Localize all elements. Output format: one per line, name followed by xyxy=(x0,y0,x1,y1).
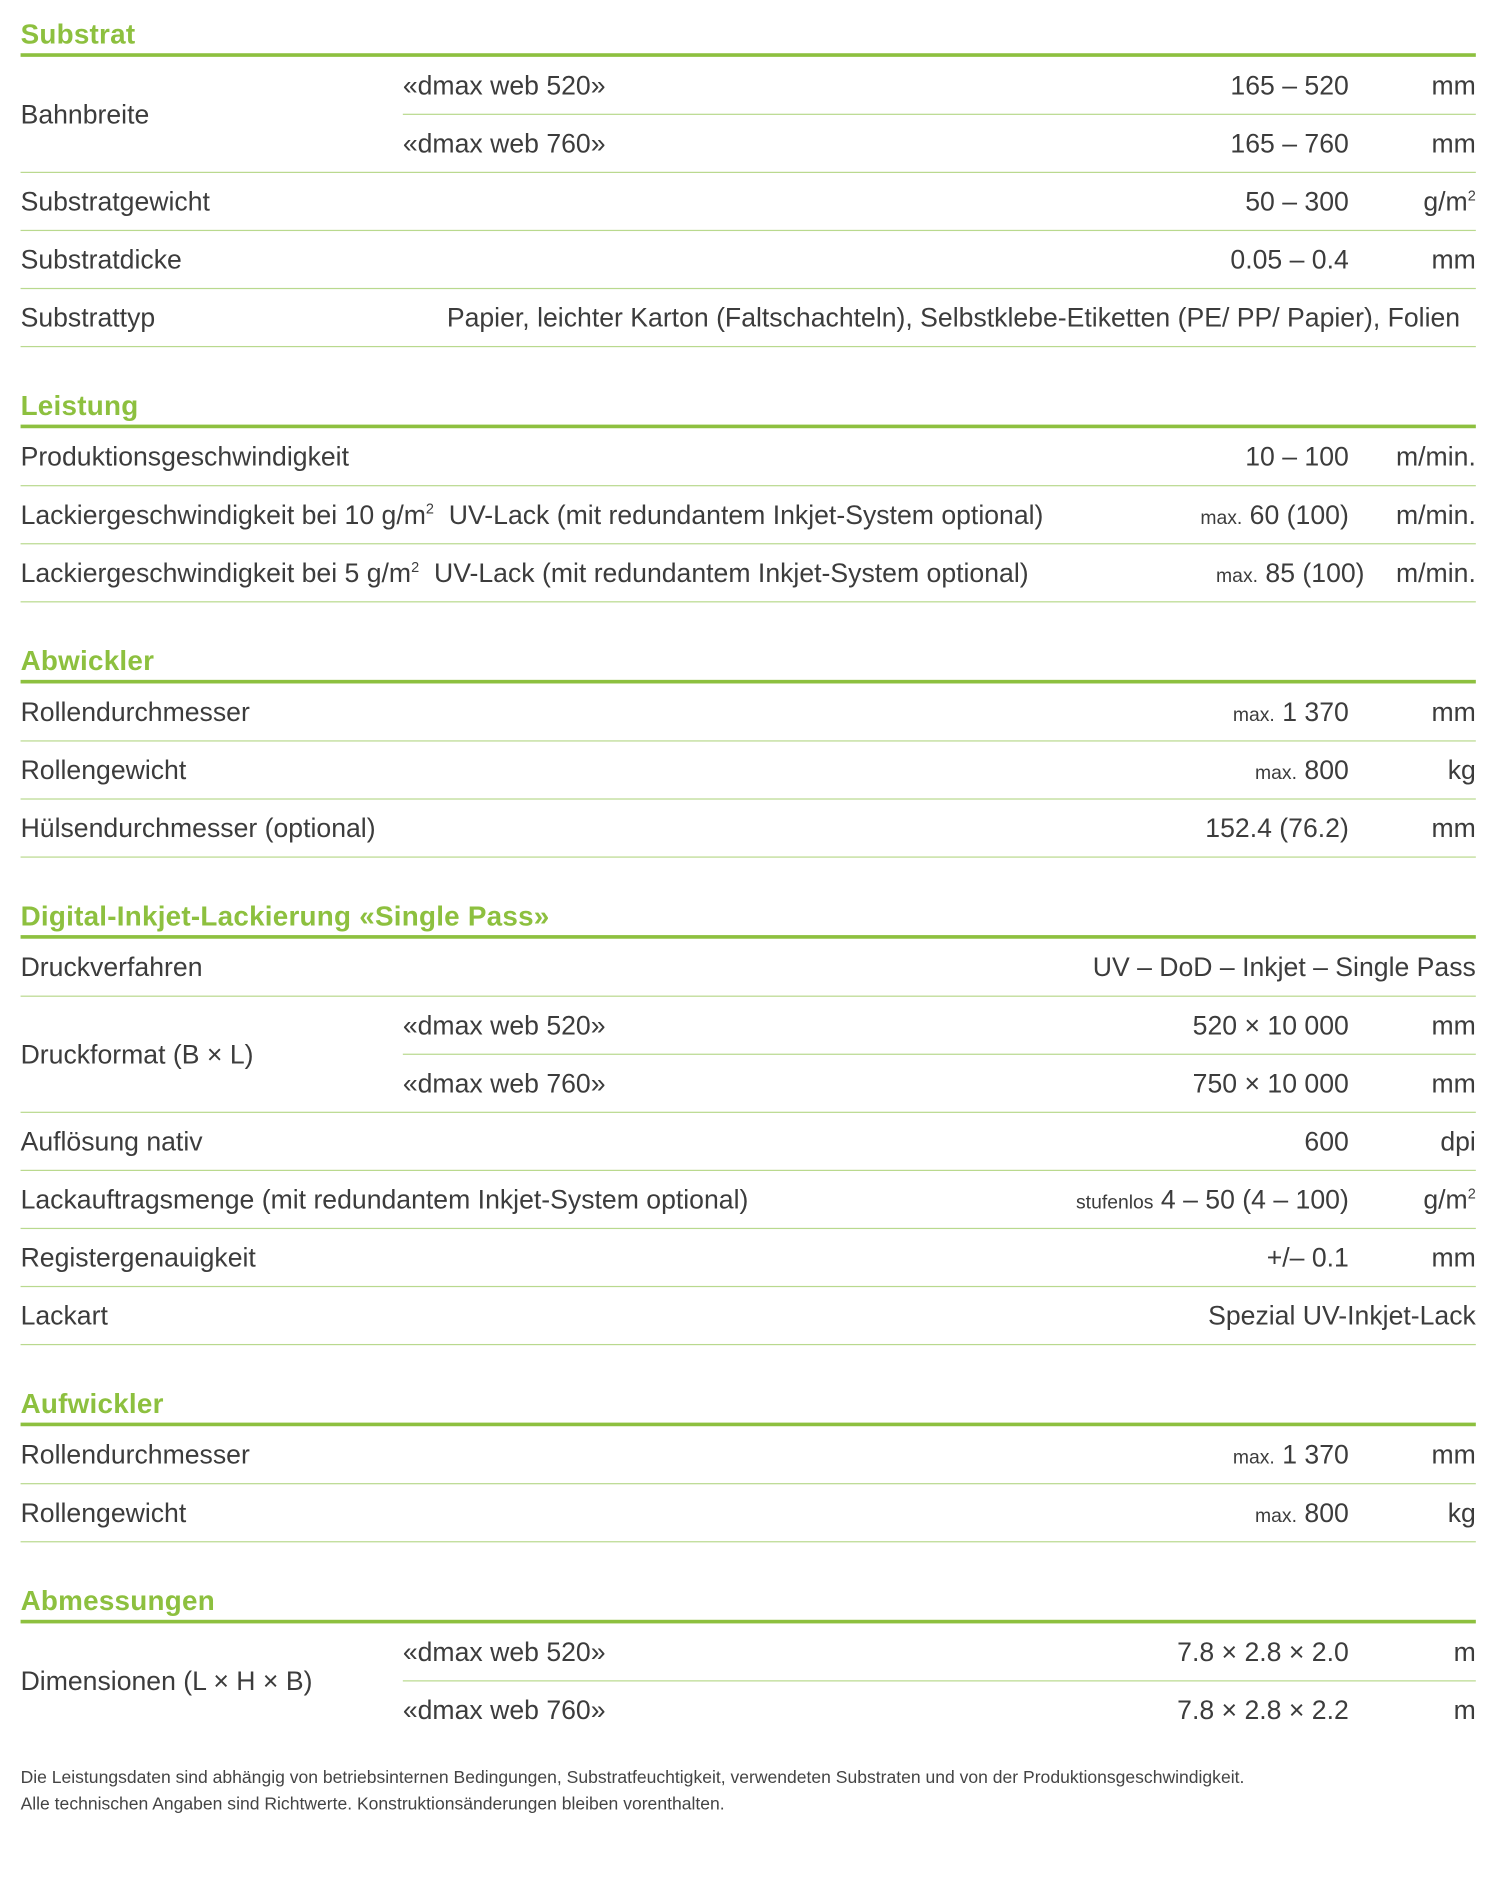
label-text: UV-Lack (mit redundantem Inkjet-System optional) xyxy=(419,557,1029,588)
section-title: Abwickler xyxy=(20,644,155,677)
spec-unit: m xyxy=(1453,1694,1476,1725)
spec-unit: mm xyxy=(1431,1241,1476,1272)
model-label: «dmax web 760» xyxy=(402,1694,606,1725)
spec-unit: mm xyxy=(1431,243,1476,274)
label-text: UV-Lack (mit redundantem Inkjet-System optional) xyxy=(433,499,1044,530)
spec-row-huelsendurchmesser xyxy=(21,800,1476,858)
spec-unit: m xyxy=(1453,1636,1476,1667)
spec-label: Dimensionen (L × H × B) xyxy=(20,1665,313,1696)
spec-label: Lackauftragsmenge (mit redundantem Inkjet-System optional) xyxy=(20,1183,749,1214)
footnote-line: Die Leistungsdaten sind abhängig von betriebsinternen Bedingungen, Substratfeuchtigkeit, verwendeten Substraten und von der Produktionsgeschwindigkeit. xyxy=(20,1768,1245,1788)
spec-subrow xyxy=(403,57,1476,115)
spec-value xyxy=(1076,1184,1349,1215)
spec-value: 0.05 – 0.4 xyxy=(1230,243,1349,274)
spec-row-aufloesung xyxy=(21,1113,1476,1171)
spec-subrows xyxy=(403,1623,1476,1738)
spec-row-substratgewicht xyxy=(21,173,1476,231)
spec-label: Rollendurchmesser xyxy=(20,696,250,727)
value-prefix: max. xyxy=(1255,1505,1297,1527)
spec-value: Spezial UV-Inkjet-Lack xyxy=(1208,1299,1476,1331)
spec-row-lack5 xyxy=(21,544,1476,602)
value-prefix: max. xyxy=(1216,565,1258,587)
spec-row-register xyxy=(21,1229,1476,1287)
spec-subrow xyxy=(403,1055,1476,1112)
value-text: 1 370 xyxy=(1282,696,1349,727)
spec-unit: mm xyxy=(1431,1009,1476,1040)
spec-row-rollengewicht xyxy=(21,742,1476,800)
unit-text: g/m xyxy=(1423,185,1468,216)
spec-label: Registergenauigkeit xyxy=(20,1241,256,1272)
model-label: «dmax web 520» xyxy=(402,1009,606,1040)
spec-row-rollendurchmesser xyxy=(21,683,1476,741)
label-text: Lackiergeschwindigkeit bei 10 g/m xyxy=(20,499,426,530)
spec-value xyxy=(1233,1439,1349,1470)
spec-label: Bahnbreite xyxy=(20,98,150,129)
spec-value: 520 × 10 000 xyxy=(1192,1009,1349,1040)
section-abwickler xyxy=(21,627,1476,858)
footnote xyxy=(21,1765,1500,1818)
value-prefix: max. xyxy=(1232,704,1275,726)
spec-value: 165 – 760 xyxy=(1230,127,1349,158)
section-gap xyxy=(0,858,1500,882)
spec-subrow xyxy=(403,997,1476,1055)
spec-label: Rollengewicht xyxy=(20,1497,187,1528)
spec-group-bahnbreite xyxy=(21,57,1476,173)
section-title: Digital-Inkjet-Lackierung «Single Pass» xyxy=(20,900,550,932)
unit-superscript: 2 xyxy=(1467,186,1476,204)
spec-subrow xyxy=(403,115,1476,172)
spec-subrow xyxy=(403,1623,1476,1681)
spec-label: Druckformat (B × L) xyxy=(20,1038,254,1069)
spec-label: Substratgewicht xyxy=(20,185,210,216)
spec-value: 7.8 × 2.8 × 2.0 xyxy=(1177,1636,1349,1667)
spec-unit xyxy=(1349,1184,1476,1215)
model-label: «dmax web 760» xyxy=(402,127,606,158)
spec-subrow xyxy=(403,1681,1476,1738)
section-gap xyxy=(0,347,1500,371)
spec-label: Auflösung nativ xyxy=(20,1125,203,1156)
spec-row-rollendurchmesser xyxy=(21,1426,1476,1484)
value-text: 60 (100) xyxy=(1249,499,1349,530)
spec-unit: kg xyxy=(1447,1497,1476,1528)
spec-label: Hülsendurchmesser (optional) xyxy=(20,812,376,843)
spec-value: +/– 0.1 xyxy=(1266,1241,1349,1272)
spec-label xyxy=(21,499,1201,530)
model-label: «dmax web 520» xyxy=(402,69,606,100)
section-inkjet xyxy=(21,882,1476,1345)
spec-subrows xyxy=(403,57,1476,172)
spec-subrows xyxy=(403,997,1476,1112)
value-text: 800 xyxy=(1304,754,1349,785)
label-superscript: 2 xyxy=(425,499,434,517)
section-abmessungen xyxy=(21,1567,1476,1739)
footnote-line: Alle technischen Angaben sind Richtwerte. Konstruktionsänderungen bleiben vorenthalten. xyxy=(20,1795,725,1815)
spec-value: UV – DoD – Inkjet – Single Pass xyxy=(1092,951,1476,982)
spec-unit: m/min. xyxy=(1395,499,1476,530)
label-text: Lackiergeschwindigkeit bei 5 g/m xyxy=(20,557,412,588)
spec-value: 750 × 10 000 xyxy=(1192,1067,1349,1098)
label-superscript: 2 xyxy=(411,557,420,575)
section-leistung xyxy=(21,371,1476,602)
spec-value: 10 – 100 xyxy=(1245,440,1349,472)
spec-value: Papier, leichter Karton (Faltschachteln), Selbstklebe-Etiketten (PE/ PP/ Papier), Folien xyxy=(446,301,1461,333)
spec-unit: mm xyxy=(1431,696,1476,727)
spec-label: Lackart xyxy=(20,1299,108,1331)
section-title: Abmessungen xyxy=(20,1584,215,1617)
spec-row-substrattyp xyxy=(21,289,1476,347)
spec-value: 165 – 520 xyxy=(1230,69,1349,100)
value-text: 800 xyxy=(1304,1497,1349,1528)
spec-row-produktion xyxy=(21,428,1476,486)
spec-unit: mm xyxy=(1431,69,1476,100)
spec-value xyxy=(1200,499,1348,530)
section-title: Aufwickler xyxy=(20,1387,164,1419)
spec-unit: dpi xyxy=(1440,1125,1476,1156)
value-prefix: max. xyxy=(1232,1447,1275,1468)
spec-value xyxy=(1233,696,1349,727)
unit-text: g/m xyxy=(1423,1183,1468,1214)
spec-row-rollengewicht xyxy=(21,1484,1476,1542)
section-gap xyxy=(0,1345,1500,1369)
spec-label: Druckverfahren xyxy=(20,951,203,982)
spec-value: 7.8 × 2.8 × 2.2 xyxy=(1177,1694,1349,1725)
spec-label: Rollendurchmesser xyxy=(20,1438,250,1470)
value-prefix: max. xyxy=(1255,762,1297,784)
spec-group-druckformat xyxy=(21,997,1476,1113)
spec-group-dimensionen xyxy=(21,1623,1476,1738)
section-gap xyxy=(0,1542,1500,1566)
value-text: 1 370 xyxy=(1282,1438,1349,1470)
section-title: Leistung xyxy=(20,389,139,421)
spec-value xyxy=(1255,754,1349,785)
spec-value: 50 – 300 xyxy=(1245,185,1349,216)
value-text: 4 – 50 (4 – 100) xyxy=(1160,1183,1349,1214)
value-prefix: stufenlos xyxy=(1076,1192,1154,1213)
section-aufwickler xyxy=(21,1369,1476,1542)
spec-row-lackart xyxy=(21,1287,1476,1345)
spec-row-lack10 xyxy=(21,486,1476,544)
spec-unit: m/min. xyxy=(1395,557,1476,588)
spec-unit: m/min. xyxy=(1395,440,1476,472)
spec-row-druckverfahren xyxy=(21,939,1476,997)
model-label: «dmax web 760» xyxy=(402,1067,606,1098)
spec-unit: mm xyxy=(1431,812,1476,843)
section-gap xyxy=(0,602,1500,626)
spec-label: Substratdicke xyxy=(20,243,182,274)
value-prefix: max. xyxy=(1200,507,1243,529)
spec-row-lackauftrag xyxy=(21,1171,1476,1229)
spec-unit: mm xyxy=(1431,1438,1476,1470)
value-text: 85 (100) xyxy=(1265,557,1365,588)
section-substrat xyxy=(21,0,1476,347)
spec-row-substratdicke xyxy=(21,231,1476,289)
unit-superscript: 2 xyxy=(1467,1184,1476,1202)
spec-unit xyxy=(1349,186,1476,217)
spec-label: Rollengewicht xyxy=(20,754,187,785)
spec-unit: mm xyxy=(1431,1067,1476,1098)
spec-value: 600 xyxy=(1304,1125,1349,1156)
spec-value xyxy=(1255,1497,1349,1528)
spec-label xyxy=(21,557,1216,588)
section-title: Substrat xyxy=(20,18,136,50)
model-label: «dmax web 520» xyxy=(402,1636,606,1667)
spec-unit: kg xyxy=(1447,754,1476,785)
spec-value: 152.4 (76.2) xyxy=(1205,812,1349,843)
spec-value xyxy=(1216,557,1364,588)
spec-unit: mm xyxy=(1431,127,1476,158)
spec-label: Substrattyp xyxy=(20,301,156,333)
spec-label: Produktionsgeschwindigkeit xyxy=(20,440,349,472)
